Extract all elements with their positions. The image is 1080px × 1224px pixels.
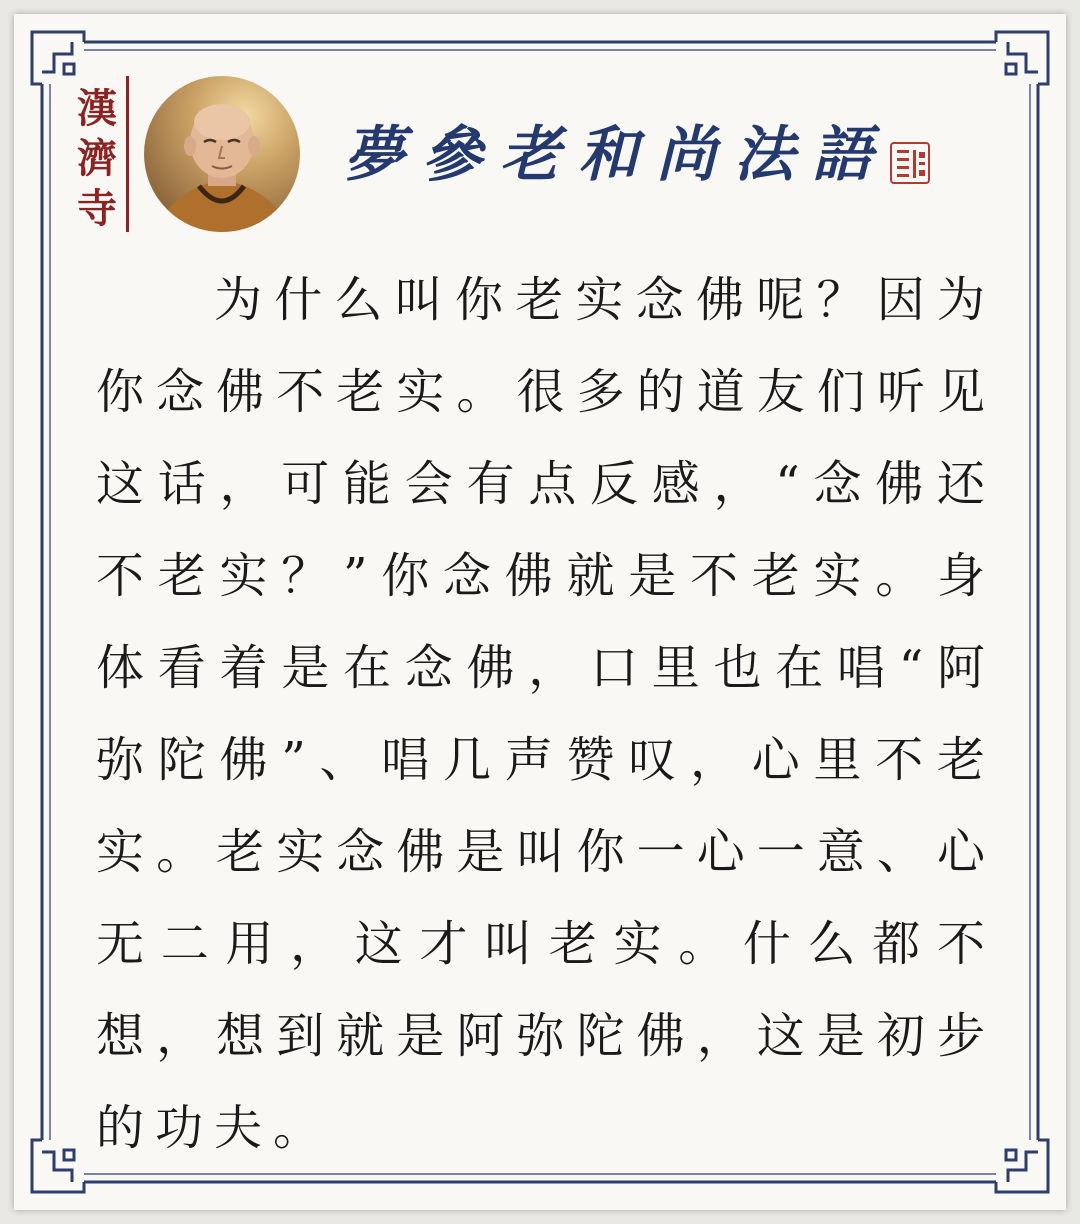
paper-card — [14, 14, 1066, 1210]
temple-name: 漢濟寺 — [77, 85, 117, 232]
page-title: 夢參老和尚法語 — [344, 120, 890, 190]
red-seal-stamp-icon — [890, 142, 930, 184]
dharma-talk-text: 为什么叫你老实念佛呢？因为你念佛不老实。很多的道友们听见这话，可能会有点反感，“念佛还不老实？”你念佛就是不老实。身体看着是在念佛，口里也在唱“阿弥陀佛”、唱几声赞叹，心里不老实。老实念佛是叫你一心一意、心无二用，这才叫老实。什么都不想，想到就是阿弥陀佛，这是初步的功夫。 — [96, 272, 996, 1156]
elder-monk-portrait-icon — [144, 76, 300, 232]
temple-divider — [126, 76, 129, 232]
